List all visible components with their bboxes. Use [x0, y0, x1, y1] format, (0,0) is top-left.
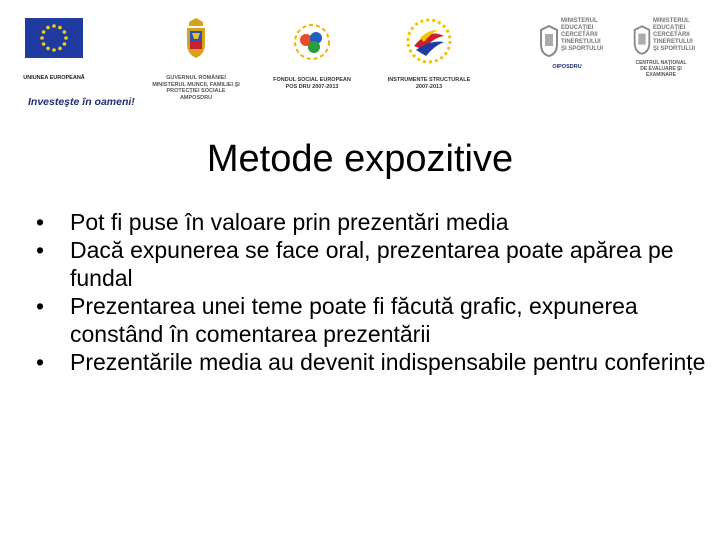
bullet-text: Pot fi puse în valoare prin prezentări media	[70, 209, 509, 235]
bullet-icon: •	[35, 293, 45, 319]
bullet-list	[28, 208, 708, 376]
fse-caption: FONDUL SOCIAL EUROPEAN POS DRU 2007-2013	[273, 77, 351, 90]
instrumente-structurale-caption: INSTRUMENTE STRUCTURALE 2007-2013	[387, 77, 471, 90]
bullet-item	[28, 292, 708, 348]
bullet-item	[28, 208, 708, 236]
instrumente-structurale-emblem-icon	[404, 16, 454, 66]
ministry-left-caption: OIPOSDRU	[552, 64, 582, 70]
bullet-text: Dacă expunerea se face oral, prezentarea poate apărea pe fundal	[70, 237, 674, 291]
bullet-item	[28, 236, 708, 292]
ministry-right-caption: CENTRUL NAŢIONAL DE EVALUARE ŞI EXAMINARE	[635, 60, 687, 78]
eu-logo	[14, 14, 94, 82]
bullet-icon: •	[35, 349, 45, 375]
ministry-crest-icon	[631, 24, 653, 56]
bullet-icon: •	[35, 209, 45, 235]
ministry-logo-right	[618, 14, 704, 78]
romania-coat-of-arms-icon	[181, 16, 211, 60]
ministry-right-name: MINISTERUL EDUCAŢIEI CERCETĂRII TINERETULUI ŞI SPORTULUI	[652, 18, 695, 52]
bullet-item	[28, 348, 708, 376]
bullet-text: Prezentările media au devenit indispensabile pentru conferințe	[70, 349, 706, 375]
eu-flag-icon	[25, 18, 83, 58]
instrumente-structurale-logo	[374, 14, 484, 90]
fse-emblem-icon	[292, 22, 332, 62]
ministry-crest-icon	[537, 24, 561, 58]
ministry-logo-left	[522, 14, 612, 71]
slogan: Investeşte în oameni!	[28, 96, 135, 108]
logo-banner	[14, 14, 704, 104]
bullet-icon: •	[35, 237, 45, 263]
ministry-left-name: MINISTERUL EDUCAŢIEI CERCETĂRII TINERETULUI ŞI SPORTULUI	[560, 18, 603, 52]
government-caption: GUVERNUL ROMÂNIEI MINISTERUL MUNCII, FAMILIEI ŞI PROTECŢIEI SOCIALE AMPOSDRU	[152, 75, 240, 101]
bullet-text: Prezentarea unei teme poate fi făcută grafic, expunerea constând în comentarea prezentării	[70, 293, 638, 347]
fse-logo	[252, 14, 372, 90]
eu-caption: UNIUNEA EUROPEANĂ	[23, 75, 85, 81]
slide-title: Metode expozitive	[206, 138, 514, 180]
government-logo	[126, 14, 266, 101]
